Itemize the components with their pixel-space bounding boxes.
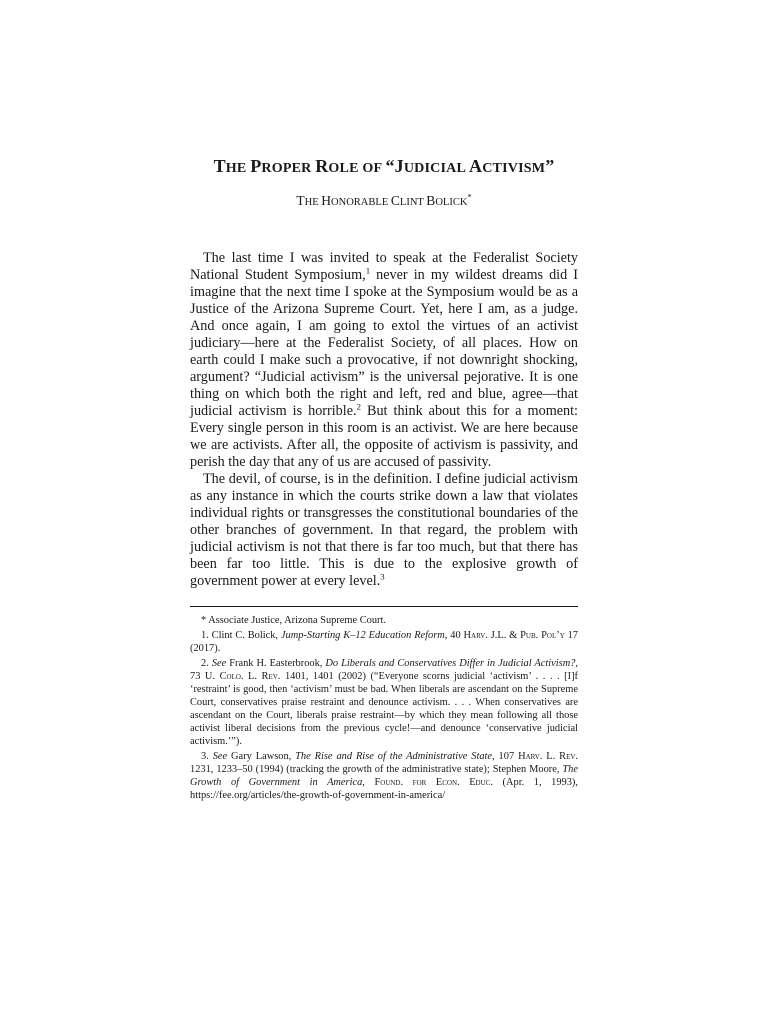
title-part: “J <box>385 156 404 176</box>
text-run: never in my wildest dreams did I imagine that the next time I spoke at the Symposium would be as a Justice of the Arizona Supreme Court. Yet, here I am, as a judge. And once again, I am going to extol the virtues of an activist judiciary—here at the Federalist Society, of all places. How on earth could I make such a provocative, if not downright shocking, argument? “Judicial activism” is the universal pejorative. It is one thing on which both the right and left, red and blue, agree—that judicial activism is horrible. <box>190 267 578 419</box>
text-run: But think about this for a moment: Every single person in this room is an activist. We are here because we are activists. After all, the opposite of activism is passivity, and perish the day that any of us are accused of passivity. <box>190 403 578 470</box>
footnote-text: Frank H. Easterbrook, <box>226 658 326 669</box>
footnote-text: 1. Clint C. Bolick, <box>201 630 281 641</box>
body-text <box>190 250 578 590</box>
title-part: P <box>250 156 262 176</box>
title-part: CTIVISM <box>482 160 546 176</box>
text-run: The last time I was invited to speak at the Federalist Society National Student Symposium, <box>190 250 578 283</box>
footnote-journal: Harv. L. Rev. <box>518 751 579 762</box>
footnote-ref-3[interactable]: 3 <box>380 571 385 582</box>
footnote-journal: Harv. J.L. & Pub. Pol’y <box>463 630 565 641</box>
footnote-text: , <box>362 777 375 788</box>
title-part: HE <box>225 160 251 176</box>
author-part: B <box>426 193 436 208</box>
title-part: OLE OF <box>328 160 386 176</box>
footnotes <box>190 614 578 804</box>
title-part: R <box>315 156 329 176</box>
footnote-url[interactable]: (Apr. 1, 1993), https://fee.org/articles/the-growth-of-government-in-america/ <box>190 777 578 801</box>
footnote-2 <box>190 657 578 748</box>
title-part: ” <box>545 156 555 176</box>
title-part: UDICIAL <box>403 160 469 176</box>
footnote-text: * Associate Justice, Arizona Supreme Court. <box>201 615 386 626</box>
footnote-signal: See <box>211 658 227 669</box>
author-part: C <box>390 193 400 208</box>
footnote-1 <box>190 629 578 655</box>
footnote-text: 1231, 1233–50 (1994) (tracking the growth of the administrative state); Stephen Moore, <box>190 764 563 775</box>
footnote-text: , 107 <box>492 751 519 762</box>
footnote-signal: See <box>212 751 228 762</box>
footnote-text: , 40 <box>444 630 464 641</box>
title-part: T <box>213 156 226 176</box>
footnote-title: Do Liberals and Conservatives Differ in Judicial Activism? <box>325 658 576 669</box>
footnote-text: 3. <box>201 751 213 762</box>
footnote-text: Gary Lawson, <box>227 751 296 762</box>
footnote-ref-2[interactable]: 2 <box>356 401 361 412</box>
footnote-ref-1[interactable]: 1 <box>365 265 371 276</box>
article-title <box>0 156 768 177</box>
author-part: T <box>296 193 305 208</box>
footnote-star <box>190 614 578 627</box>
paragraph-2 <box>190 471 578 590</box>
title-part: ROPER <box>261 160 316 176</box>
footnote-journal: Colo. L. Rev. <box>219 671 281 682</box>
author-line <box>0 193 768 209</box>
footnote-text: , 73 U. <box>190 658 579 682</box>
footnote-text: 2. <box>201 658 212 669</box>
author-part: OLICK <box>435 197 468 208</box>
author-part: ONORABLE <box>331 197 391 208</box>
author-part: H <box>321 193 331 208</box>
title-part: A <box>469 156 483 176</box>
paragraph-1 <box>190 250 578 471</box>
footnote-title: The Rise and Rise of the Administrative State <box>295 751 493 762</box>
footnote-text: 17 (2017). <box>190 630 578 654</box>
footnote-text: 1401, 1401 (2002) (“Everyone scorns judicial ‘activism’ . . . . [I]f ‘restraint’ is good, then ‘activism’ must be bad. When liberals are ascendant on the Supreme Court, conservatives praise restraint and denounce activism. . . . When conservatives are ascendant on the Court, liberals praise restraint—by which they mean following all those activist liberal decisions from the previous cycle!—and denounce ‘conservative judicial activism.’”). <box>190 671 578 747</box>
text-run: The devil, of course, is in the definition. I define judicial activism as any instance in which the courts strike down a law that violates individual rights or transgresses the constitutional boundaries of the other branches of government. In that regard, the problem with judicial activism is not that there is far too much, but that there has been far too little. This is due to the explosive growth of government power at every level. <box>190 471 578 589</box>
author-part: HE <box>304 197 322 208</box>
footnote-title: Jump-Starting K–12 Education Reform <box>280 630 445 641</box>
footnote-3 <box>190 750 578 802</box>
footnote-divider <box>190 606 578 607</box>
author-part: LINT <box>399 197 427 208</box>
author-footnote-mark: * <box>467 192 472 202</box>
footnote-journal: Found. for Econ. Educ. <box>374 777 493 788</box>
footnote-title: The Growth of Government in America <box>190 764 578 788</box>
